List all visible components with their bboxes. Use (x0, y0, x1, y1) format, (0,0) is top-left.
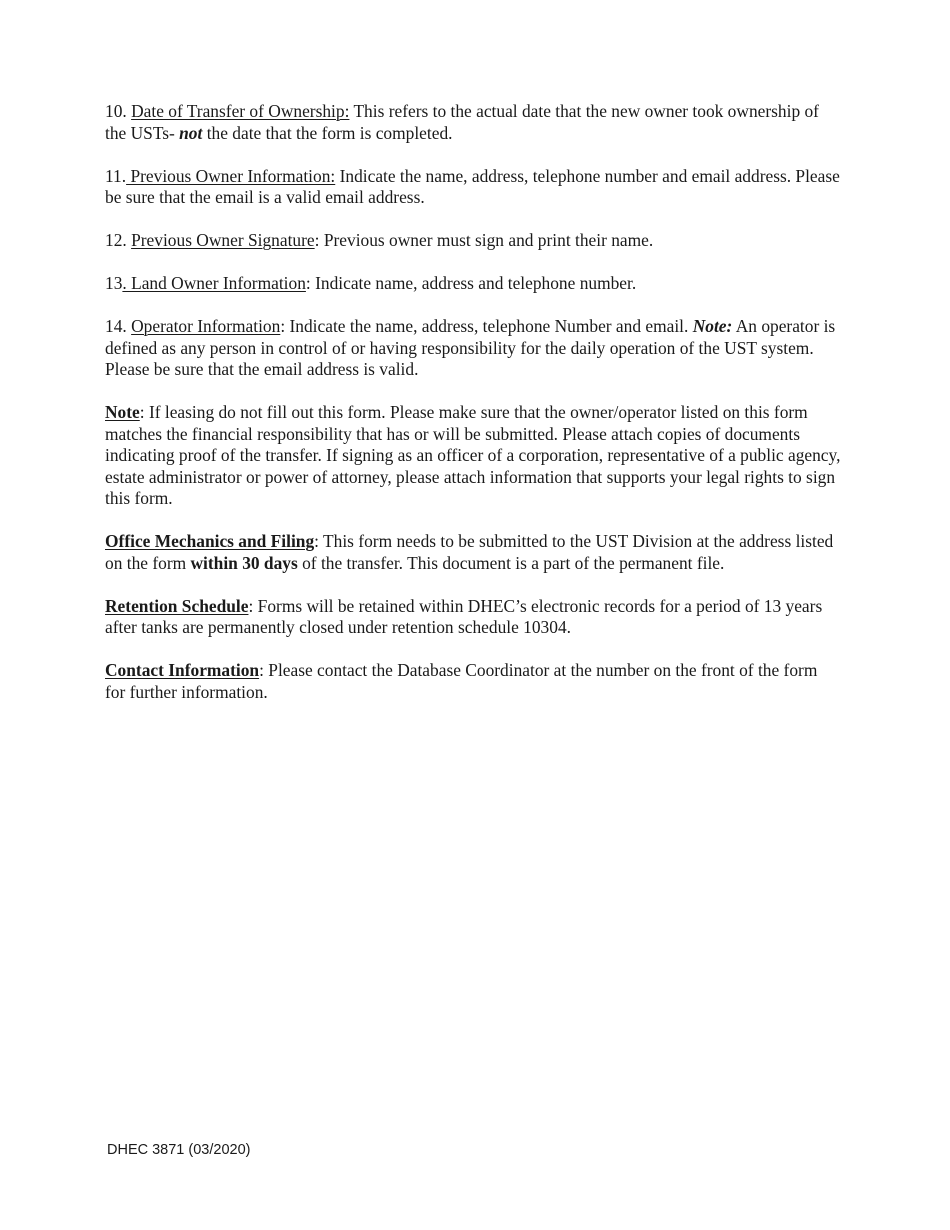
item-label: Previous Owner Information: (126, 165, 336, 186)
item-text: the date that the form is completed. (202, 122, 453, 143)
item-emphasis: not (179, 122, 203, 143)
section-label: Retention Schedule (105, 595, 249, 616)
item-text: : Previous owner must sign and print their name. (314, 230, 654, 250)
section-label: Contact Information (105, 660, 260, 680)
item-text: An operator is defined as any person in control of or having responsibility for the daily operation of the UST system. Please be sure that the email address is valid. (105, 316, 836, 379)
item-number: 10. (105, 101, 132, 121)
section-text: of the transfer. This document is a part of the permanent file. (297, 552, 725, 573)
retention-schedule-section (105, 596, 841, 639)
contact-information-section (105, 660, 841, 703)
item-11-previous-owner-information (105, 166, 841, 209)
item-10-date-of-transfer (105, 101, 841, 144)
section-label: Note (105, 402, 140, 422)
item-number: 11. (105, 165, 127, 186)
form-id-footer: DHEC 3871 (03/2020) (107, 1142, 251, 1158)
item-12-previous-owner-signature (105, 230, 841, 252)
item-label: . Land Owner Information (122, 273, 306, 293)
section-text: : Forms will be retained within DHEC’s electronic records for a period of 13 years after tanks are permanently closed under retention schedule 10304. (105, 595, 823, 637)
section-label: Office Mechanics and Filing (105, 531, 315, 551)
item-number: 12. (105, 230, 132, 250)
office-mechanics-section (105, 531, 841, 574)
section-text: : Please contact the Database Coordinator at the number on the front of the form for further information. (105, 660, 818, 702)
section-text: : If leasing do not fill out this form. Please make sure that the owner/operator listed on this form matches the financial responsibility that has or will be submitted. Please attach copies of documents indicating proof of the transfer. If signing as an officer of a corporation, representative of a public agency, estate administrator or power of attorney, please attach information that supports your legal rights to sign this form. (105, 402, 841, 508)
item-text: : Indicate the name, address, telephone Number and email. (280, 316, 693, 336)
item-13-land-owner-information (105, 273, 841, 295)
note-section (105, 402, 841, 510)
item-text: : Indicate name, address and telephone number. (305, 273, 637, 293)
item-text: Indicate the name, address, telephone number and email address. Please be sure that the email is a valid email address. (105, 165, 840, 207)
item-number: 14. (105, 316, 132, 336)
section-emphasis: within 30 days (190, 552, 298, 573)
item-emphasis: Note: (692, 316, 733, 336)
item-number: 13 (105, 273, 123, 293)
item-label: Previous Owner Signature (131, 230, 315, 250)
item-text: This refers to the actual date that the new owner took ownership of the USTs- (105, 101, 819, 143)
section-text: : This form needs to be submitted to the UST Division at the address listed on the form (105, 531, 834, 573)
item-label: Date of Transfer of Ownership: (131, 101, 350, 121)
instructions-body (105, 101, 841, 725)
item-label: Operator Information (131, 316, 281, 336)
item-14-operator-information (105, 316, 841, 381)
